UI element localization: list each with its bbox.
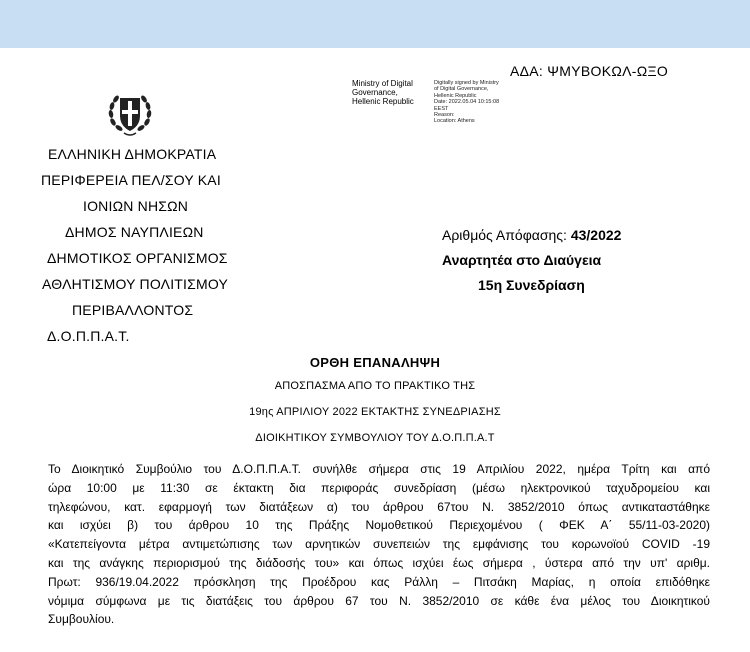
signature-name-line: Hellenic Republic xyxy=(352,97,414,106)
body-line: «Κατεπείγοντα μέτρα αντιμετώπισης των αρνητικών συνεπειών της εμφάνισης του κορωνοϊού COVID -19 xyxy=(48,537,710,552)
authority-line: ΠΕΡΙΦΕΡΕΙΑ ΠΕΛ/ΣΟΥ ΚΑΙ xyxy=(41,172,221,188)
top-bar xyxy=(0,0,750,48)
main-title: ΟΡΘΗ ΕΠΑΝΑΛΗΨΗ xyxy=(309,355,441,370)
signature-detail-line: Location: Athens xyxy=(434,118,475,125)
body-line: και ισχύει β) του άρθρου 10 της Πράξης Νομοθετικού Περιεχομένου ( ΦΕΚ Α΄ 55/11-03-2020) xyxy=(48,518,710,533)
decision-number-value: 43/2022 xyxy=(570,227,622,243)
body-line: και της ανάγκης περιορισμού της διάδοσής του» και όπως ισχύει έως σήμερα , ύστερα από την υπ' αριθμ. xyxy=(48,555,710,570)
ada-code: ΑΔΑ: ΨΜΥΒΟΚΩΛ-ΩΞΟ xyxy=(510,63,669,79)
signature-detail-line: Digitally signed by Ministry xyxy=(434,80,499,86)
signature-detail-line: of Digital Governance, xyxy=(434,86,489,93)
subtitle-line: ΔΙΟΙΚΗΤΙΚΟΥ ΣΥΜΒΟΥΛΙΟΥ ΤΟΥ Δ.Ο.Π.Π.Α.Τ xyxy=(255,432,495,444)
body-line: ώρα 10:00 με 11:30 σε έκτακτη δια περιφοράς συνεδρίαση (μέσω ηλεκτρονικού ταχυδρομείου και xyxy=(48,480,710,495)
signature-detail-line: Date: 2022.05.04 10:15:08 xyxy=(434,99,500,106)
subtitle-line: ΑΠΟΣΠΑΣΜΑ ΑΠΟ ΤΟ ΠΡΑΚΤΙΚΟ ΤΗΣ xyxy=(274,380,476,392)
greek-emblem-icon xyxy=(107,88,153,138)
signature-detail-line: Reason: xyxy=(434,112,455,119)
authority-line: ΠΕΡΙΒΑΛΛΟΝΤΟΣ xyxy=(72,302,194,318)
digital-signature-name xyxy=(352,79,432,106)
subtitle-line: 19ης ΑΠΡΙΛΙΟΥ 2022 ΕΚΤΑΚΤΗΣ ΣΥΝΕΔΡΙΑΣΗΣ xyxy=(249,406,501,418)
signature-detail-line: Hellenic Republic xyxy=(434,92,477,99)
authority-line: ΕΛΛΗΝΙΚΗ ΔΗΜΟΚΡΑΤΙΑ xyxy=(48,146,217,162)
authority-line: ΙΟΝΙΩΝ ΝΗΣΩΝ xyxy=(83,198,189,214)
authority-line: ΔΗΜΟΣ ΝΑΥΠΛΙΕΩΝ xyxy=(65,224,204,240)
body-line: τηλεφώνου, κατ. εφαρμογή των διατάξεων α) του άρθρου 67του Ν. 3852/2010 όπως αντικαταστάθηκε xyxy=(48,499,710,514)
signature-detail-line: EEST xyxy=(434,105,449,112)
authority-line: ΔΗΜΟΤΙΚΟΣ ΟΡΓΑΝΙΣΜΟΣ xyxy=(47,250,228,266)
authority-line: Δ.Ο.Π.Π.Α.Τ. xyxy=(47,328,130,344)
body-line: Συμβουλίου. xyxy=(48,612,115,627)
authority-line: ΑΘΛΗΤΙΣΜΟΥ ΠΟΛΙΤΙΣΜΟΥ xyxy=(42,276,229,292)
signature-name-line: Ministry of Digital xyxy=(352,79,413,88)
decision-number xyxy=(442,227,621,243)
body-line: Πρωτ: 936/19.04.2022 πρόσκληση της Προέδρου κας Ράλλη – Πιτσάκη Μαρίας, η οποία επιδόθηκε xyxy=(48,574,710,589)
document-page xyxy=(0,48,750,652)
digital-signature-details xyxy=(434,80,524,125)
body-line: Το Διοικητικό Συμβούλιο του Δ.Ο.Π.Π.Α.Τ. συνήλθε σήμερα στις 19 Απριλίου 2022, ημέρα Τρίτη και από xyxy=(48,462,710,476)
posted-diavgeia: Αναρτητέα στο Διαύγεια xyxy=(442,252,602,268)
signature-name-line: Governance, xyxy=(352,88,398,97)
decision-number-label: Αριθμός Απόφασης: xyxy=(442,227,571,243)
body-line: νόμιμα σύμφωνα με τις διατάξεις του άρθρου 67 του Ν. 3852/2010 σε κάθε ένα μέλος του Διοικητικού xyxy=(48,593,710,608)
minutes-body xyxy=(48,460,710,629)
session-number: 15η Συνεδρίαση xyxy=(478,277,585,293)
